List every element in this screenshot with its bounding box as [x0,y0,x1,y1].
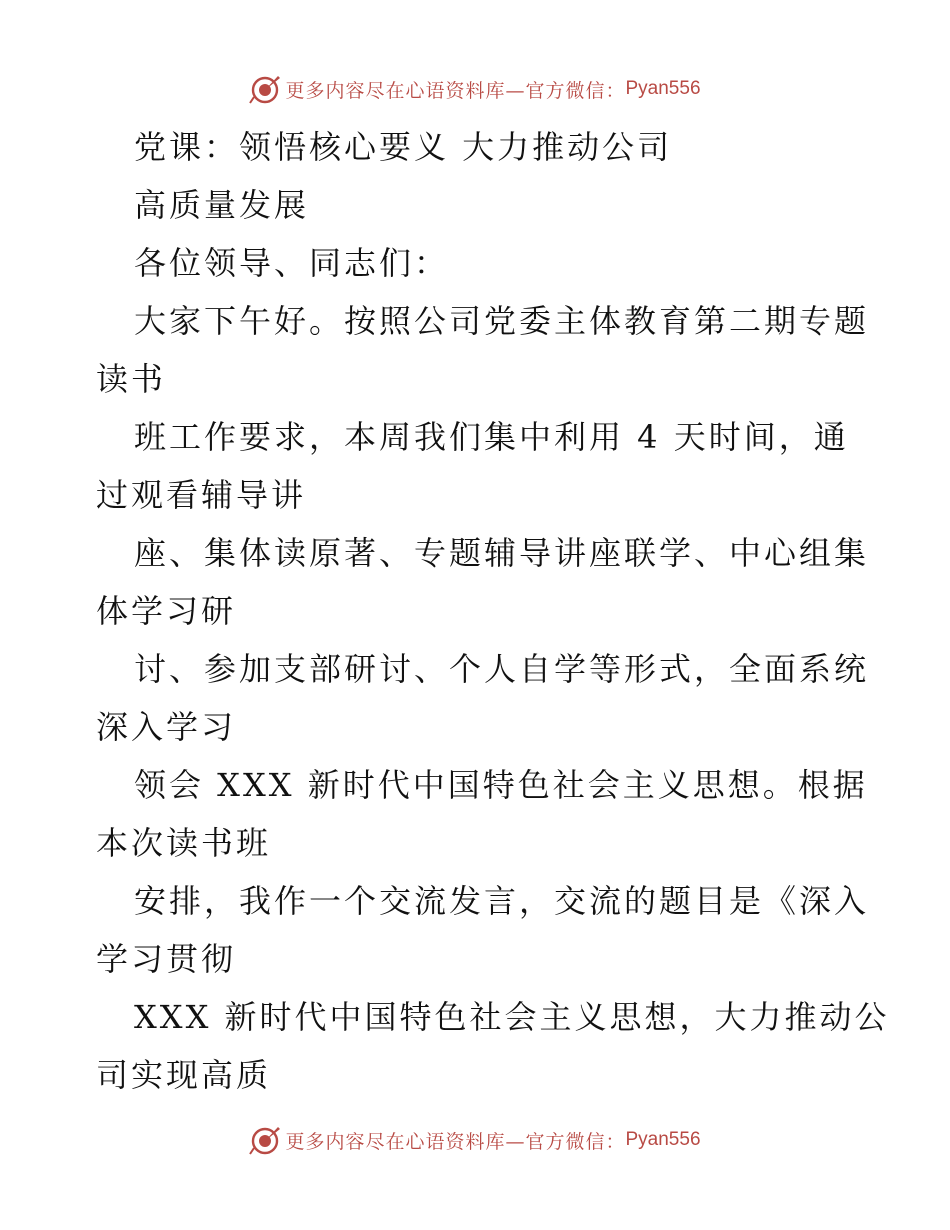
pen-nib-logo-icon [249,1124,281,1156]
pen-nib-logo-icon [249,73,281,105]
header-watermark [0,72,950,106]
paragraph-line: 讨、参加支部研讨、个人自学等形式，全面系统 [134,650,870,688]
salutation: 各位领导、同志们： [134,244,450,282]
watermark-handle: Pyan556 [625,1129,701,1150]
watermark-text: 更多内容尽在心语资料库—官方微信： [285,1130,626,1153]
watermark-handle: Pyan556 [625,78,701,99]
paragraph-line: 读书 [96,360,167,398]
document-body [96,118,890,1104]
title-line-1: 党课：领悟核心要义 大力推动公司 [134,128,673,166]
paragraph-line: 过观看辅导讲 [96,476,307,514]
paragraph-line: 本次读书班 [96,824,272,862]
paragraph-line: 座、集体读原著、专题辅导讲座联学、中心组集 [134,534,870,572]
paragraph-line: 体学习研 [96,592,237,630]
paragraph-line: 领会 XXX 新时代中国特色社会主义思想。根据 [134,766,868,804]
watermark-text: 更多内容尽在心语资料库—官方微信： [285,79,626,102]
paragraph-line: 班工作要求，本周我们集中利用 4 天时间，通 [134,418,849,456]
paragraph-line: 大家下午好。按照公司党委主体教育第二期专题 [134,302,870,340]
footer-watermark [0,1123,950,1157]
paragraph-line: 安排，我作一个交流发言，交流的题目是《深入 [134,882,870,920]
paragraph-line: 学习贯彻 [96,940,237,978]
paragraph-line: 司实现高质 [96,1056,272,1094]
title-line-2: 高质量发展 [134,186,310,224]
paragraph-line: XXX 新时代中国特色社会主义思想，大力推动公 [134,998,890,1036]
paragraph-line: 深入学习 [96,708,237,746]
